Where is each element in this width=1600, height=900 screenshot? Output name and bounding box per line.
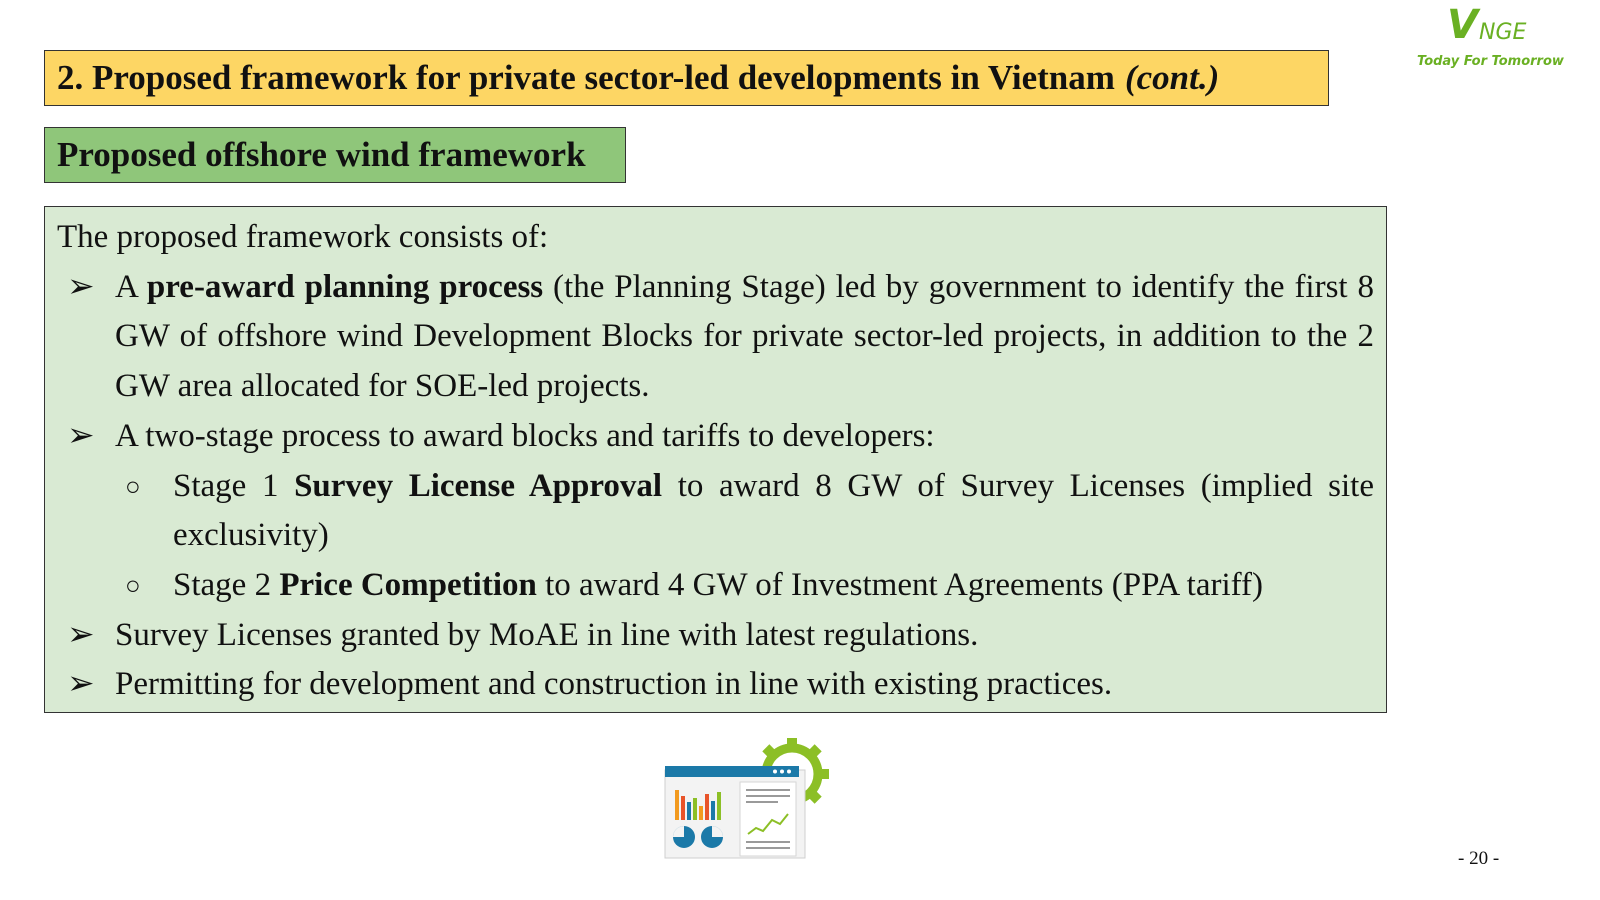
- framework-content-box: [44, 206, 1387, 713]
- analytics-dashboard-gear-icon: [660, 738, 832, 860]
- slide-title-bar: [44, 50, 1329, 106]
- sub-bullet-text: [173, 561, 1374, 611]
- sub-bullet-stage-2: [57, 561, 1374, 611]
- bullet-item-survey-licenses: [57, 611, 1374, 661]
- bullet-text-bold: pre-award planning process: [146, 268, 544, 305]
- section-title: Proposed offshore wind framework: [57, 135, 586, 174]
- sub-bullet-text: [173, 462, 1374, 561]
- section-title-bar: [44, 127, 626, 183]
- arrow-bullet-icon: ➢: [67, 616, 95, 653]
- circle-bullet-icon: ○: [125, 570, 141, 600]
- sub-bullet-text-bold: Price Competition: [279, 566, 537, 603]
- slide-title: 2. Proposed framework for private sector-led developments in Vietnam: [57, 58, 1115, 97]
- sub-bullet-stage-1: [57, 462, 1374, 561]
- bullet-item-planning: [57, 263, 1374, 412]
- bullet-text: A two-stage process to award blocks and tariffs to developers:: [115, 417, 935, 454]
- bullet-item-two-stage: [57, 412, 1374, 462]
- sub-bullet-text-pre: Stage 1: [173, 467, 295, 504]
- bullet-text-pre: A: [115, 268, 147, 305]
- bullet-text: Permitting for development and construction in line with existing practices.: [115, 666, 1113, 703]
- bullet-item-permitting: [57, 660, 1374, 710]
- logo-mark-v: V: [1447, 2, 1476, 48]
- arrow-bullet-icon: ➢: [67, 417, 95, 454]
- bullet-text: [115, 263, 1374, 412]
- intro-text: The proposed framework consists of:: [57, 219, 549, 255]
- sub-bullet-text-post: to award 4 GW of Investment Agreements (PPA tariff): [536, 566, 1264, 603]
- arrow-bullet-icon: ➢: [67, 666, 95, 703]
- logo-tagline: Today For Tomorrow: [1417, 54, 1564, 69]
- sub-bullet-text-post: to award 8 GW of Survey Licenses (implied site exclusivity): [173, 467, 1374, 554]
- bullet-text: Survey Licenses granted by MoAE in line with latest regulations.: [115, 616, 979, 653]
- slide-title-suffix: (cont.): [1124, 58, 1220, 97]
- logo-mark-rest: NGE: [1479, 20, 1527, 45]
- page-number: - 20 -: [1458, 848, 1500, 869]
- bullet-text-post: (the Planning Stage) led by government to identify the first 8 GW of offshore wind Development Blocks for private sector-led projects, in addition to the 2 GW area allocated for SOE-led projects.: [115, 268, 1374, 405]
- sub-bullet-text-pre: Stage 2: [173, 566, 280, 603]
- arrow-bullet-icon: ➢: [67, 268, 95, 305]
- circle-bullet-icon: ○: [125, 471, 141, 501]
- vnge-logo: [1417, 2, 1564, 82]
- sub-bullet-text-bold: Survey License Approval: [294, 467, 663, 504]
